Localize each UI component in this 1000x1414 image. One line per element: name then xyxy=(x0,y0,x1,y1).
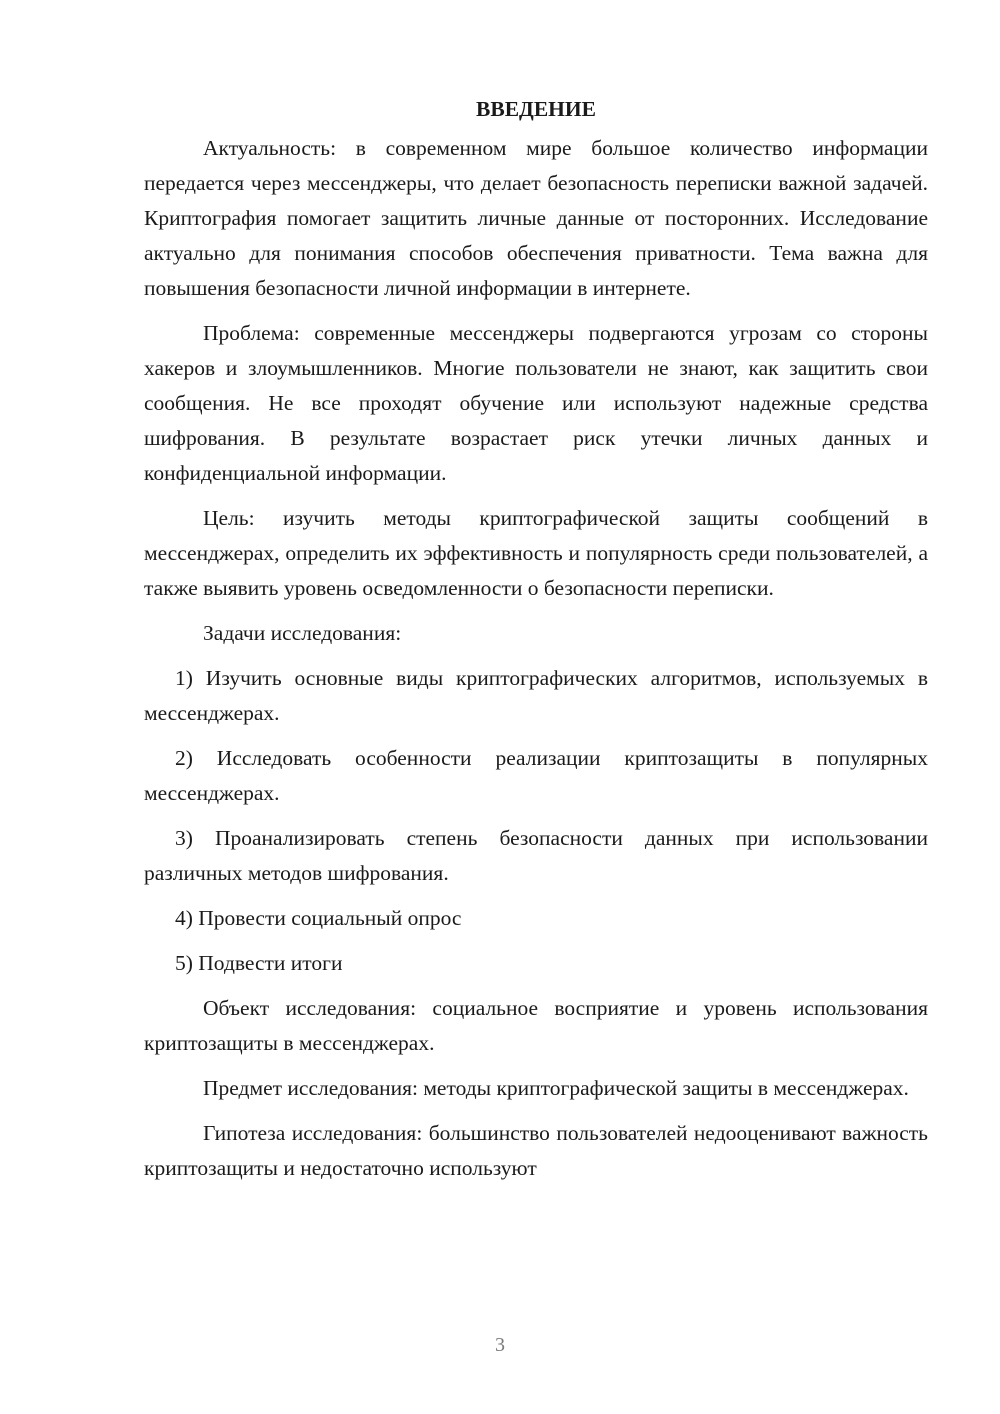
document-page xyxy=(144,92,928,1196)
paragraph-problem: Проблема: современные мессенджеры подвергаются угрозам со стороны хакеров и злоумышленников. Многие пользователи не знают, как защитить свои сообщения. Не все проходят обучение или используют надежные средства шифрования. В результате возрастает риск утечки личных данных и конфиденциальной информации. xyxy=(144,321,928,485)
task-item-4: 4) Провести социальный опрос xyxy=(175,906,462,930)
task-item-1: 1) Изучить основные виды криптографических алгоритмов, используемых в мессенджерах. xyxy=(144,666,928,725)
paragraph-object: Объект исследования: социальное восприятие и уровень использования криптозащиты в мессенджерах. xyxy=(144,996,928,1055)
paragraph-tasks-intro: Задачи исследования: xyxy=(203,621,402,645)
paragraph-hypothesis: Гипотеза исследования: большинство пользователей недооценивают важность криптозащиты и недостаточно используют xyxy=(144,1121,928,1180)
paragraph-goal: Цель: изучить методы криптографической защиты сообщений в мессенджерах, определить их эффективность и популярность среди пользователей, а также выявить уровень осведомленности о безопасности переписки. xyxy=(144,506,928,600)
task-item-5: 5) Подвести итоги xyxy=(175,951,343,975)
page-number: 3 xyxy=(495,1334,505,1356)
paragraph-subject: Предмет исследования: методы криптографической защиты в мессенджерах. xyxy=(203,1076,909,1100)
task-item-2: 2) Исследовать особенности реализации криптозащиты в популярных мессенджерах. xyxy=(144,746,928,805)
section-heading: ВВЕДЕНИЕ xyxy=(476,97,596,121)
task-item-3: 3) Проанализировать степень безопасности данных при использовании различных методов шифрования. xyxy=(144,826,928,885)
paragraph-relevance: Актуальность: в современном мире большое количество информации передается через мессенджеры, что делает безопасность переписки важной задачей. Криптография помогает защитить личные данные от посторонних. Исследование актуально для понимания способов обеспечения приватности. Тема важна для повышения безопасности личной информации в интернете. xyxy=(144,136,928,300)
